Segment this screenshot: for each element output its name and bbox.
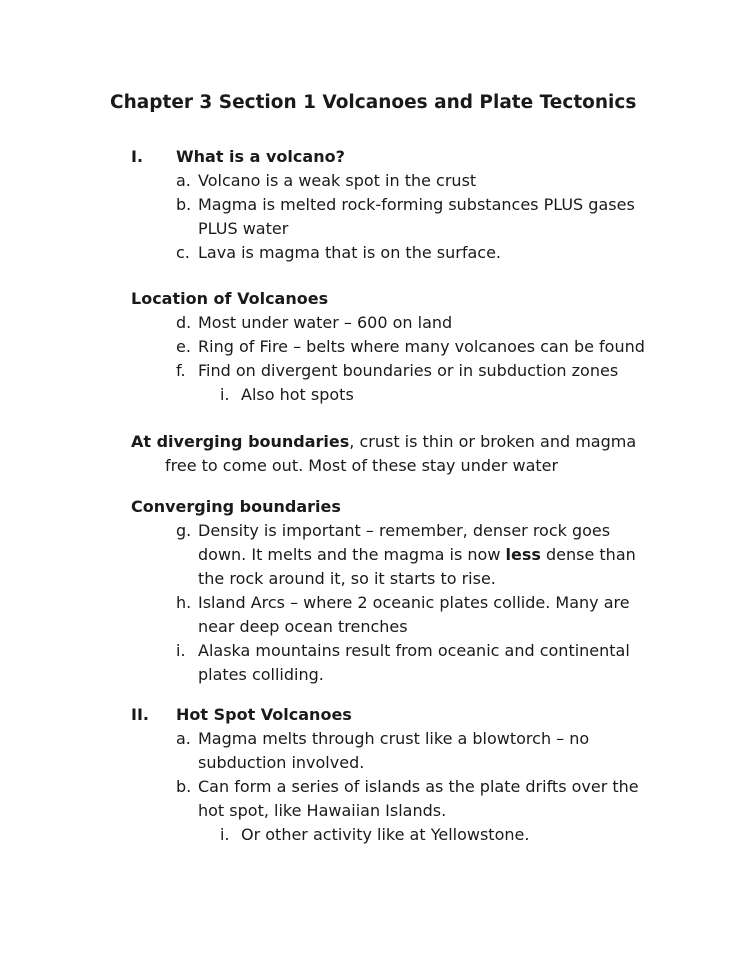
list-item-text: Magma is melted rock-forming substances PLUS gases PLUS water	[198, 195, 635, 238]
section-2-numeral: II.	[131, 705, 149, 724]
list-item-text: Lava is magma that is on the surface.	[198, 243, 501, 262]
page-title: Chapter 3 Section 1 Volcanoes and Plate Tectonics	[110, 92, 637, 113]
list-item	[176, 591, 646, 639]
diverging-paragraph	[131, 430, 651, 478]
list-marker: i.	[220, 825, 230, 844]
list-item	[176, 519, 646, 591]
emphasis-less: less	[505, 545, 541, 564]
list-item-text: Alaska mountains result from oceanic and continental plates colliding.	[198, 641, 630, 684]
list-marker: b.	[176, 777, 192, 796]
list-item-text: Most under water – 600 on land	[198, 313, 453, 332]
list-item-text: Island Arcs – where 2 oceanic plates collide. Many are near deep ocean trenches	[198, 593, 630, 636]
section-2-sublist	[198, 823, 646, 847]
list-item-text: Volcano is a weak spot in the crust	[198, 171, 477, 190]
list-item	[176, 311, 646, 335]
list-item-text: Ring of Fire – belts where many volcanoes can be found	[198, 337, 645, 356]
list-marker: d.	[176, 313, 192, 332]
converging-list	[176, 519, 646, 687]
section-1-list	[176, 169, 646, 265]
list-item	[176, 193, 646, 241]
diverging-bold-lead: At diverging boundaries	[131, 432, 350, 451]
list-item-text: Density is important – remember, denser rock goes down. It melts and the magma is now	[198, 521, 611, 564]
diverging-text-line2: free to come out. Most of these stay under water	[165, 456, 559, 475]
list-marker: f.	[176, 361, 186, 380]
section-2-heading: Hot Spot Volcanoes	[176, 705, 352, 724]
list-item	[176, 241, 646, 265]
sub-list-item	[198, 383, 646, 407]
list-item-text: Magma melts through crust like a blowtorch – no subduction involved.	[198, 729, 590, 772]
list-item	[176, 359, 646, 407]
section-1-heading: What is a volcano?	[176, 147, 345, 166]
section-2-list	[176, 727, 646, 847]
list-marker: e.	[176, 337, 191, 356]
converging-heading: Converging boundaries	[131, 497, 341, 516]
list-marker: h.	[176, 593, 192, 612]
list-item-text: Also hot spots	[241, 385, 354, 404]
list-item-text: Find on divergent boundaries or in subduction zones	[198, 361, 619, 380]
list-marker: i.	[176, 641, 186, 660]
list-marker: g.	[176, 521, 192, 540]
list-item-text: Or other activity like at Yellowstone.	[241, 825, 530, 844]
list-item-text: Can form a series of islands as the plate drifts over the hot spot, like Hawaiian Islands.	[198, 777, 639, 820]
list-marker: i.	[220, 385, 230, 404]
list-item	[176, 169, 646, 193]
list-marker: a.	[176, 729, 191, 748]
diverging-text-line1: , crust is thin or broken and magma	[349, 432, 637, 451]
location-list	[176, 311, 646, 407]
list-marker: c.	[176, 243, 190, 262]
list-marker: a.	[176, 171, 191, 190]
list-marker: b.	[176, 195, 192, 214]
section-1-numeral: I.	[131, 147, 144, 166]
list-item	[176, 727, 646, 775]
list-item	[176, 639, 646, 687]
list-item	[176, 775, 646, 847]
list-item-text: dense than the rock around it, so it starts to rise.	[198, 545, 636, 588]
sub-list-item	[198, 823, 646, 847]
list-item	[176, 335, 646, 359]
location-heading: Location of Volcanoes	[131, 289, 329, 308]
location-sublist	[198, 383, 646, 407]
